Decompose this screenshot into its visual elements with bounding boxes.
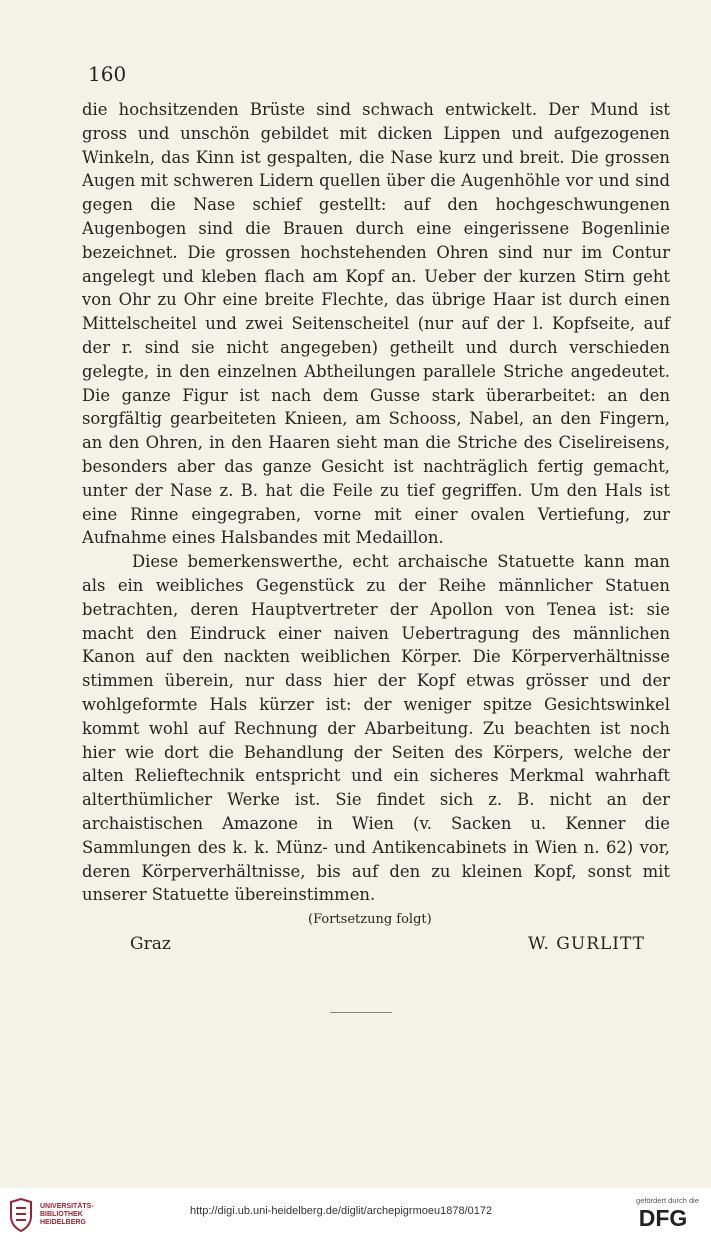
dfg-logo-text: DFG	[638, 1206, 688, 1230]
viewer-footer	[0, 1188, 711, 1242]
page-number: 160	[88, 62, 127, 86]
dfg-logo-icon	[627, 1206, 699, 1230]
continuation-note: (Fortsetzung folgt)	[308, 912, 432, 927]
library-name-line: BIBLIOTHEK	[40, 1211, 83, 1218]
paragraph-1: die hochsitzenden Brüste sind schwach entwickelt. Der Mund ist gross und unschön gebildet mit dicken Lippen und aufgezogenen Winkeln, das Kinn ist gespalten, die Nase kurz und breit. Die grossen Augen mit schweren Lidern quellen über die Augenhöhle vor und sind gegen die Nase schief gestellt: auf den hochgeschwungenen Augenbogen sind die Brauen durch eine eingerissene Bogenlinie bezeichnet. Die grossen hochstehenden Ohren sind nur im Contur angelegt und kleben flach am Kopf an. Ueber der kurzen Stirn geht von Ohr zu Ohr eine breite Flechte, das übrige Haar ist durch einen Mittelscheitel und zwei Seitenscheitel (nur auf der l. Kopfseite, auf der r. sind sie nicht angegeben) getheilt und durch verschieden gelegte, in den einzelnen Abtheilungen parallele Striche angedeutet. Die ganze Figur ist nach dem Gusse stark überarbeitet: an den sorgfältig gearbeiteten Knieen, am Schooss, Nabel, an den Fingern, an den Ohren, in den Haaren sieht man die Striche des Ciselireisens, besonders aber das ganze Gesicht ist nachträglich fertig gemacht, unter der Nase z. B. hat die Feile zu tief gegriffen. Um den Hals ist eine Rinne eingegraben, vorne mit einer ovalen Vertiefung, zur Aufnahme eines Halsbandes mit Medaillon.	[82, 100, 670, 548]
library-name-line: HEIDELBERG	[40, 1219, 86, 1226]
signature-place: Graz	[130, 934, 171, 954]
library-name	[40, 1203, 94, 1227]
paragraph-2: Diese bemerkenswerthe, echt archaische Statuette kann man als ein weibliches Gegenstück zu der Reihe männlicher Statuen betrachten, deren Hauptvertreter der Apollon von Tenea ist: sie macht den Eindruck einer naiven Uebertragung des männlichen Kanon auf den nackten weiblichen Körper. Die Körperverhältnisse stimmen überein, nur dass hier der Kopf etwas grösser und der wohlgeformte Hals kürzer ist: der weniger spitze Gesichtswinkel kommt wohl auf Rechnung der Abarbeitung. Zu beachten ist noch hier wie dort die Behandlung der Seiten des Körpers, welche der alten Relieftechnik entspricht und ein sicheres Merkmal wahrhaft alterthümlicher Werke ist. Sie findet sich z. B. nicht an der archaistischen Amazone in Wien (v. Sacken u. Kenner die Sammlungen des k. k. Münz- und Antikencabinets in Wien n. 62) vor, deren Körperverhältnisse, bis auf den zu kleinen Kopf, sonst mit unserer Statuette übereinstimmen.	[82, 552, 670, 905]
closing-rule	[330, 1012, 392, 1013]
university-logo-icon	[8, 1198, 34, 1232]
funded-by-label: gefördert durch die	[636, 1196, 699, 1205]
signature-author: W. GURLITT	[527, 934, 645, 954]
permalink-url[interactable]: http://digi.ub.uni-heidelberg.de/diglit/archepigrmoeu1878/0172	[190, 1205, 493, 1217]
article-body	[82, 98, 670, 907]
library-name-line: UNIVERSITÄTS-	[40, 1203, 94, 1210]
